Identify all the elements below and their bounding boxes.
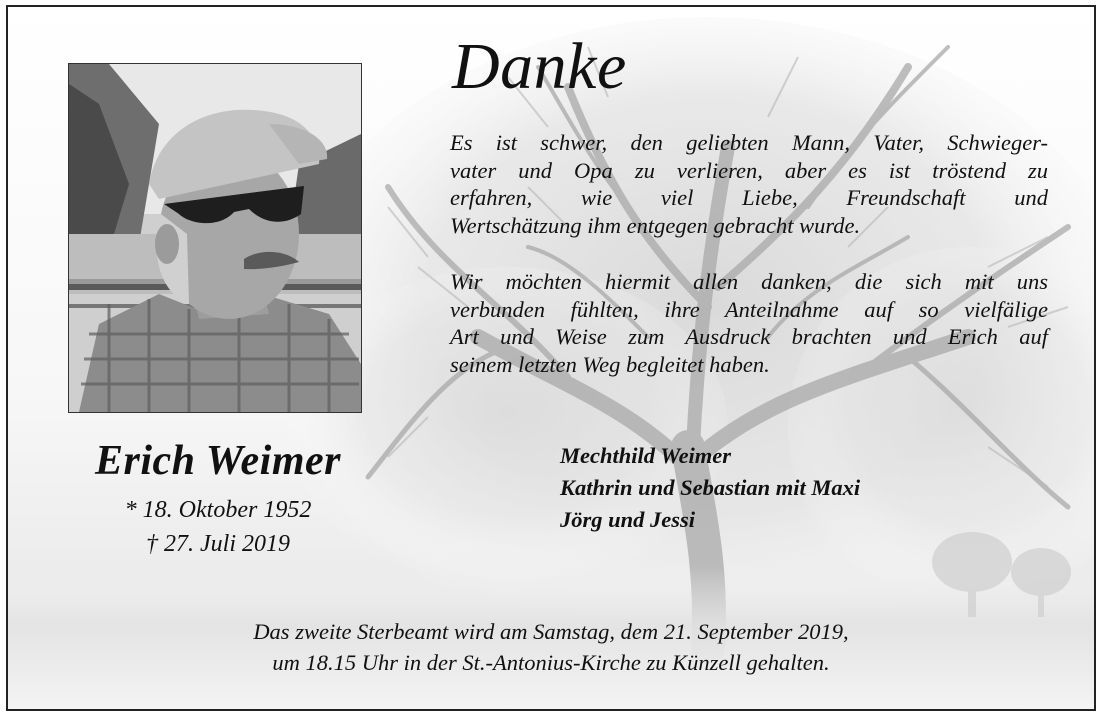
signature-mechthild: Mechthild Weimer	[560, 443, 732, 468]
obituary-card	[6, 5, 1096, 711]
message-line: Es ist schwer, den geliebten Mann, Vater, Schwieger-	[450, 130, 1048, 155]
message-paragraph-2	[450, 268, 1048, 378]
heading-danke: Danke	[452, 30, 627, 103]
service-notice-line-1: Das zweite Sterbeamt wird am Samstag, dem 21. September 2019,	[253, 619, 849, 644]
message-line: Art und Weise zum Ausdruck brachten und Erich auf	[450, 324, 1048, 349]
birth-date: * 18. Oktober 1952	[124, 497, 312, 523]
message-line: Wir möchten hiermit allen danken, die sich mit uns	[450, 269, 1048, 294]
message-line: seinem letzten Weg begleitet haben.	[450, 351, 770, 377]
deceased-name: Erich Weimer	[95, 438, 341, 484]
message-paragraph-1	[450, 129, 1048, 239]
signature-joerg-jessi: Jörg und Jessi	[560, 507, 696, 532]
death-date: † 27. Juli 2019	[146, 531, 290, 557]
message-line: erfahren, wie viel Liebe, Freundschaft und	[450, 185, 1048, 210]
service-notice-line-2: um 18.15 Uhr in der St.-Antonius-Kirche zu Künzell gehalten.	[272, 650, 830, 675]
message-line: vater und Opa zu verlieren, aber es ist tröstend zu	[450, 157, 1048, 183]
portrait-photo-icon	[69, 64, 361, 412]
message-line: verbunden fühlten, ihre Anteilnahme auf so vielfälige	[450, 296, 1048, 322]
signature-kathrin-sebastian: Kathrin und Sebastian mit Maxi	[560, 475, 861, 500]
portrait-photo	[68, 63, 362, 413]
message-line: Wertschätzung ihm entgegen gebracht wurde.	[450, 212, 861, 238]
